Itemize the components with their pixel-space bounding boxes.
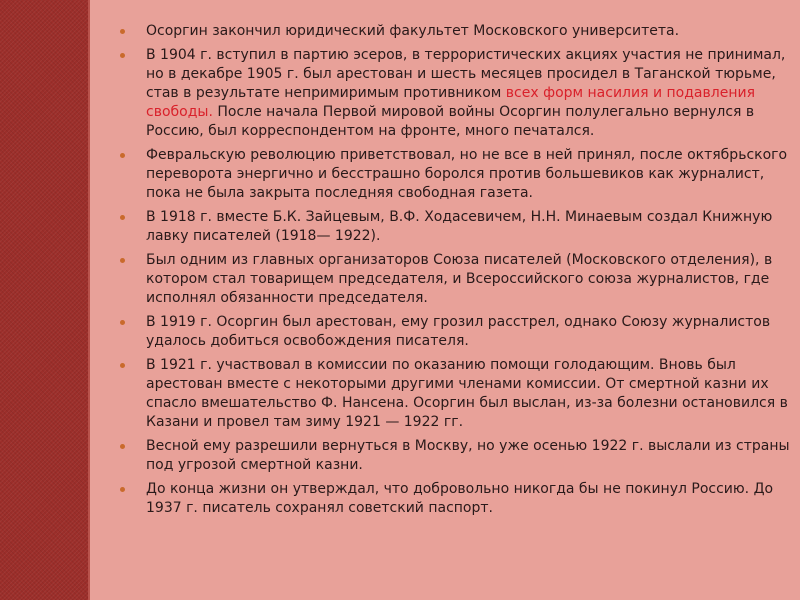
- list-item-text: В 1921 г. участвовал в комиссии по оказанию помощи голодающим. Вновь был арестован вместе с некоторыми другими членами комиссии. От смертной казни их спасло вмешательство Ф. Нансена. Осоргин был выслан, из-за болезни остановился в Казани и провел там зиму 1921 — 1922 гг.: [146, 357, 788, 430]
- list-item: [108, 437, 792, 475]
- list-item: [108, 208, 792, 246]
- list-item-text: В 1918 г. вместе Б.К. Зайцевым, В.Ф. Ходасевичем, Н.Н. Минаевым создал Книжную лавку писателей (1918— 1922).: [146, 209, 773, 244]
- highlighted-text: всех форм насилия и подавления свободы.: [146, 85, 755, 120]
- band-edge-divider: [88, 0, 90, 600]
- bullet-icon: [120, 320, 125, 325]
- list-item-text-part: После начала Первой мировой войны Осоргин полулегально вернулся в Россию, был корреспондентом на фронте, много печатался.: [146, 104, 755, 139]
- bullet-icon: [120, 153, 125, 158]
- list-item: [108, 480, 792, 518]
- list-item: [108, 313, 792, 351]
- list-item: [108, 46, 792, 141]
- list-item-text: Осоргин закончил юридический факультет Московского университета.: [146, 23, 680, 39]
- list-item-text-part: В 1904 г. вступил в партию эсеров, в террористических акциях участия не принимал, но в декабре 1905 г. был арестован и шесть месяцев просидел в Таганской тюрьме, став в результате непримиримым противником: [146, 47, 786, 101]
- bullet-icon: [120, 444, 125, 449]
- bullet-icon: [120, 215, 125, 220]
- list-item-text: Февральскую революцию приветствовал, но не все в ней принял, после октябрьского переворота энергично и бесстрашно боролся против большевиков как журналист, пока не была закрыта последняя свободная газета.: [146, 147, 788, 201]
- list-item-text: Был одним из главных организаторов Союза писателей (Московского отделения), в котором стал товарищем председателя, и Всероссийского союза журналистов, где исполнял обязанности председателя.: [146, 252, 773, 306]
- list-item: [108, 251, 792, 308]
- decorative-left-band: [0, 0, 88, 600]
- bullet-icon: [120, 29, 125, 34]
- bullet-icon: [120, 53, 125, 58]
- bullet-icon: [120, 258, 125, 263]
- list-item-text: [146, 46, 792, 141]
- bullet-icon: [120, 363, 125, 368]
- list-item: [108, 22, 792, 41]
- list-item: [108, 146, 792, 203]
- list-item-text: Весной ему разрешили вернуться в Москву, но уже осенью 1922 г. выслали из страны под угрозой смертной казни.: [146, 438, 790, 473]
- list-item-text: До конца жизни он утверждал, что добровольно никогда бы не покинул Россию. До 1937 г. писатель сохранял советский паспорт.: [146, 481, 774, 516]
- list-item-text: В 1919 г. Осоргин был арестован, ему грозил расстрел, однако Союзу журналистов удалось добиться освобождения писателя.: [146, 314, 771, 349]
- list-item: [108, 356, 792, 432]
- bullet-icon: [120, 487, 125, 492]
- bullet-list: [108, 22, 792, 523]
